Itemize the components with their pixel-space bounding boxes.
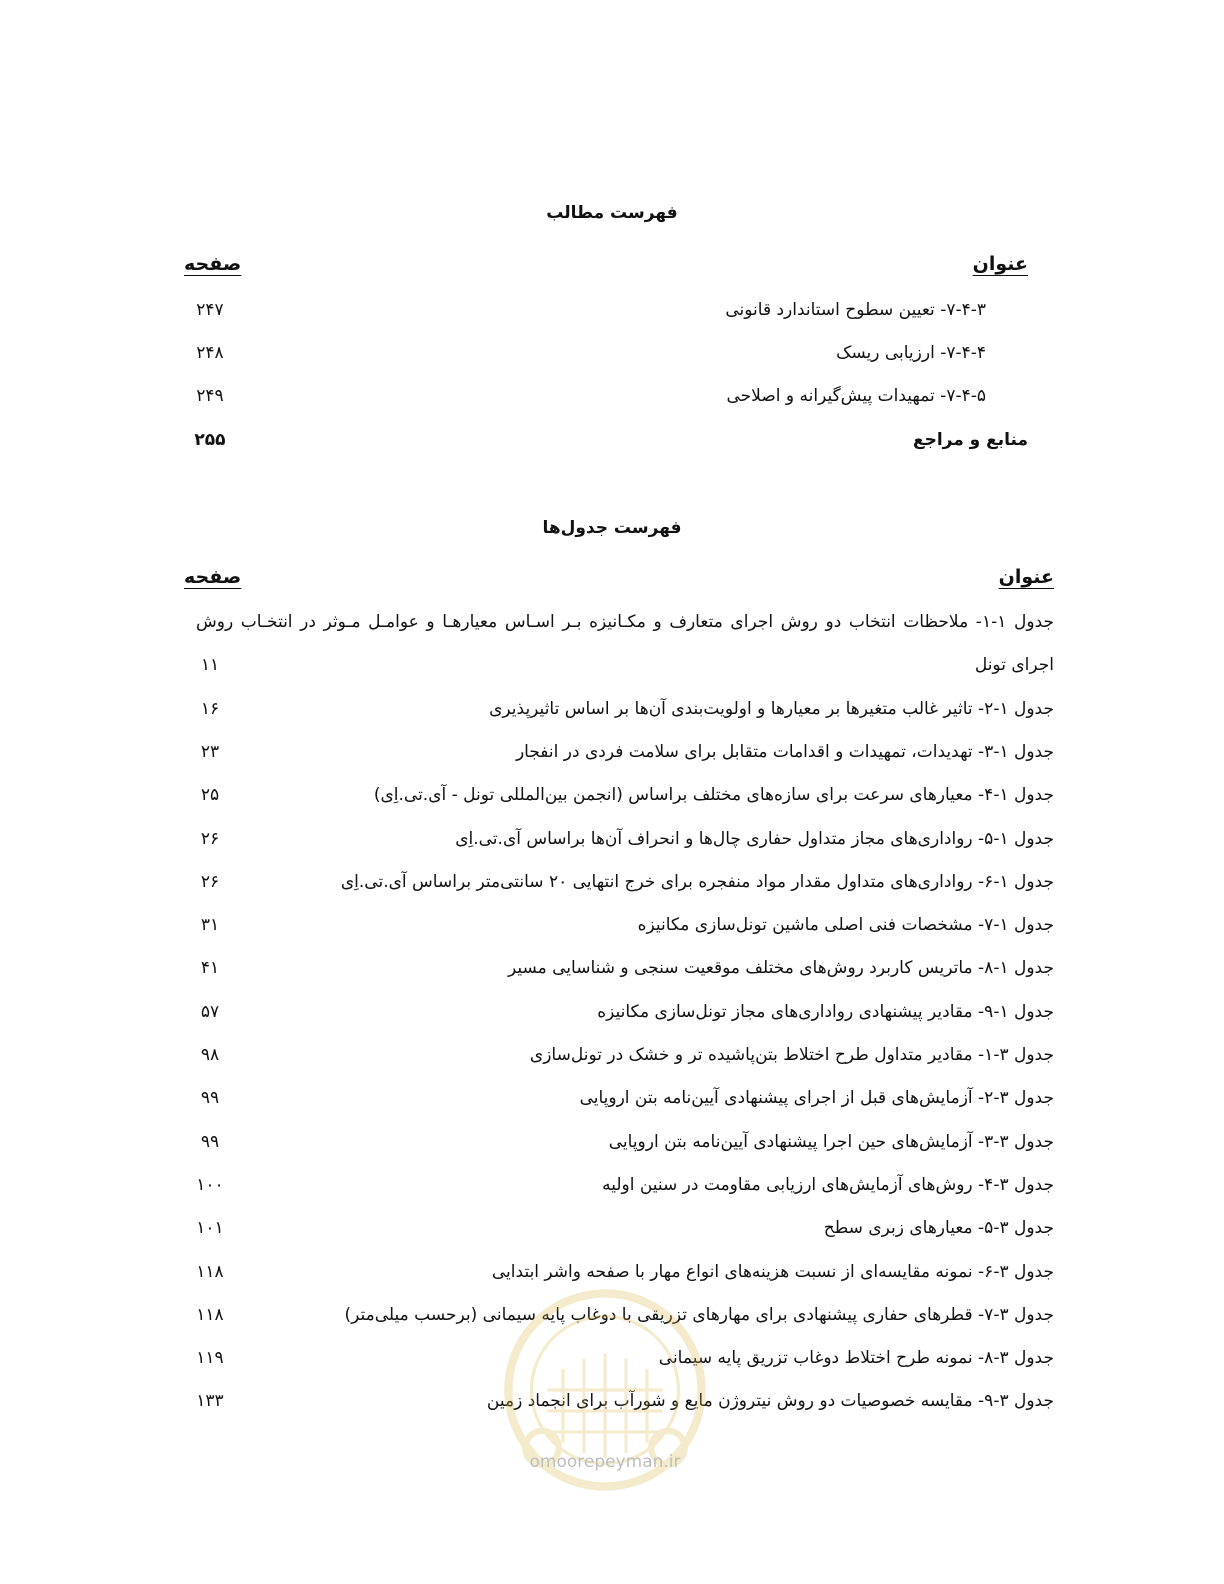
table-item-label: جدول ۳-۲- آزمایش‌های قبل از اجرای پیشنهادی آیین‌نامه بتن اروپایی bbox=[579, 1088, 1054, 1109]
toc-title: فهرست مطالب bbox=[546, 203, 678, 223]
toc-row bbox=[0, 338, 1224, 368]
toc-item-label: ۷-۴-۴- ارزیابی ریسک bbox=[836, 343, 986, 363]
table-item-label: جدول ۱-۶- رواداری‌های متداول مقدار مواد منفجره برای خرج انتهایی ۲۰ سانتی‌متر براساس آی.تی.اِی bbox=[340, 871, 1054, 892]
toc-item-page: ۲۴۹ bbox=[196, 386, 224, 406]
table-item-page: ۴۱ bbox=[200, 958, 220, 979]
table-row bbox=[0, 780, 1224, 810]
table-item-page: ۹۹ bbox=[200, 1088, 220, 1109]
table-item-page: ۳۱ bbox=[200, 915, 220, 936]
table-row bbox=[0, 1343, 1224, 1373]
toc-row bbox=[0, 295, 1224, 325]
table-row bbox=[0, 1386, 1224, 1416]
table-item-label-continued: اجرای تونل bbox=[974, 655, 1054, 676]
table-item-label: جدول ۳-۷- قطرهای حفاری پیشنهادی برای مهارهای تزریقی با دوغاب پایه سیمانی (برحسب میلی‌متر) bbox=[344, 1304, 1054, 1325]
toc-item-label: منابع و مراجع bbox=[912, 430, 1028, 450]
table-item-label: جدول ۱-۴- معیارهای سرعت برای سازه‌های مختلف براساس (انجمن بین‌المللی تونل - آی.تی.اِی) bbox=[373, 785, 1054, 806]
table-item-page: ۲۶ bbox=[200, 871, 220, 892]
tables-title: فهرست جدول‌ها bbox=[542, 518, 682, 538]
table-row bbox=[0, 910, 1224, 940]
toc-row bbox=[0, 381, 1224, 411]
table-item-label: جدول ۱-۹- مقادیر پیشنهادی رواداری‌های مجاز تونل‌سازی مکانیزه bbox=[597, 1001, 1054, 1022]
table-item-page: ۱۰۱ bbox=[196, 1218, 224, 1239]
table-row bbox=[0, 650, 1224, 680]
table-row bbox=[0, 1257, 1224, 1287]
toc-item-page: ۲۵۵ bbox=[194, 430, 226, 450]
table-row bbox=[0, 1083, 1224, 1113]
table-item-page: ۵۷ bbox=[200, 1001, 220, 1022]
watermark-text: omoorepeyman.ir bbox=[529, 1452, 681, 1472]
table-row bbox=[0, 737, 1224, 767]
table-item-page: ۱۳۳ bbox=[196, 1391, 224, 1412]
table-item-page: ۹۸ bbox=[200, 1045, 220, 1065]
table-row bbox=[0, 867, 1224, 897]
table-item-label: جدول ۱-۲- تاثیر غالب متغیرها بر معیارها و اولویت‌بندی آن‌ها بر اساس تاثیرپذیری bbox=[489, 698, 1054, 719]
table-item-label: جدول ۳-۳- آزمایش‌های حین اجرا پیشنهادی آیین‌نامه بتن اروپایی bbox=[608, 1131, 1054, 1152]
table-item-page: ۲۳ bbox=[200, 741, 220, 762]
table-item-label: جدول ۱-۸- ماتریس کاربرد روش‌های مختلف موقعیت سنجی و شناسایی مسیر bbox=[507, 958, 1054, 979]
table-item-page: ۹۹ bbox=[200, 1131, 220, 1152]
table-item-page: ۱۱۸ bbox=[196, 1261, 224, 1282]
table-item-label: جدول ۱-۷- مشخصات فنی اصلی ماشین تونل‌سازی مکانیزه bbox=[637, 915, 1054, 936]
table-item-label: جدول ۳-۶- نمونه مقایسه‌ای از نسبت هزینه‌های انواع مهار با صفحه واشر ابتدایی bbox=[491, 1261, 1054, 1282]
table-item-label: جدول ۱-۱- ملاحظات انتخاب دو روش اجرای متعارف و مکـانیزه بـر اسـاس معیارهـا و عوامـل مـوثر در انتخـاب روش bbox=[196, 612, 1054, 632]
table-row bbox=[0, 1300, 1224, 1330]
table-item-page: ۱۱ bbox=[200, 655, 220, 676]
table-item-label: جدول ۳-۸- نمونه طرح اختلاط دوغاب تزریق پایه سیمانی bbox=[658, 1348, 1054, 1369]
table-row bbox=[0, 953, 1224, 983]
tables-header-title: عنوان bbox=[998, 566, 1054, 588]
table-row bbox=[0, 1127, 1224, 1157]
tables-header-page: صفحه bbox=[184, 566, 242, 588]
table-row bbox=[0, 1213, 1224, 1243]
table-item-label: جدول ۳-۴- روش‌های آزمایش‌های ارزیابی مقاومت در سنین اولیه bbox=[602, 1174, 1054, 1195]
table-item-page: ۱۰۰ bbox=[196, 1174, 224, 1195]
toc-item-page: ۲۴۸ bbox=[196, 343, 224, 363]
table-row bbox=[0, 997, 1224, 1027]
table-item-label: جدول ۱-۳- تهدیدات، تمهیدات و اقدامات متقابل برای سلامت فردی در انفجار bbox=[515, 741, 1054, 762]
table-row bbox=[0, 694, 1224, 724]
table-row bbox=[0, 824, 1224, 854]
table-item-label: جدول ۳-۹- مقایسه خصوصیات دو روش نیتروژن مایع و شورآب برای انجماد زمین bbox=[486, 1391, 1054, 1412]
table-row bbox=[0, 607, 1224, 637]
table-item-label: جدول ۱-۵- رواداری‌های مجاز متداول حفاری چال‌ها و انحراف آن‌ها براساس آی.تی.اِی bbox=[455, 828, 1054, 849]
table-item-page: ۱۱۸ bbox=[196, 1304, 224, 1325]
toc-item-page: ۲۴۷ bbox=[196, 300, 224, 320]
toc-row bbox=[0, 425, 1224, 455]
toc-header-title: عنوان bbox=[972, 253, 1028, 275]
table-item-label: جدول ۳-۱- مقادیر متداول طرح اختلاط بتن‌پاشیده تر و خشک در تونل‌سازی bbox=[529, 1045, 1054, 1065]
table-item-page: ۱۶ bbox=[200, 698, 220, 719]
table-item-label: جدول ۳-۵- معیارهای زبری سطح bbox=[823, 1218, 1054, 1239]
table-item-page: ۲۵ bbox=[200, 785, 220, 806]
toc-item-label: ۷-۴-۵- تمهیدات پیش‌گیرانه و اصلاحی bbox=[726, 386, 986, 406]
table-item-page: ۲۶ bbox=[200, 828, 220, 849]
table-row bbox=[0, 1040, 1224, 1070]
table-item-page: ۱۱۹ bbox=[196, 1348, 224, 1369]
toc-header-page: صفحه bbox=[184, 253, 242, 275]
toc-item-label: ۷-۴-۳- تعیین سطوح استاندارد قانونی bbox=[725, 300, 986, 320]
table-row bbox=[0, 1170, 1224, 1200]
